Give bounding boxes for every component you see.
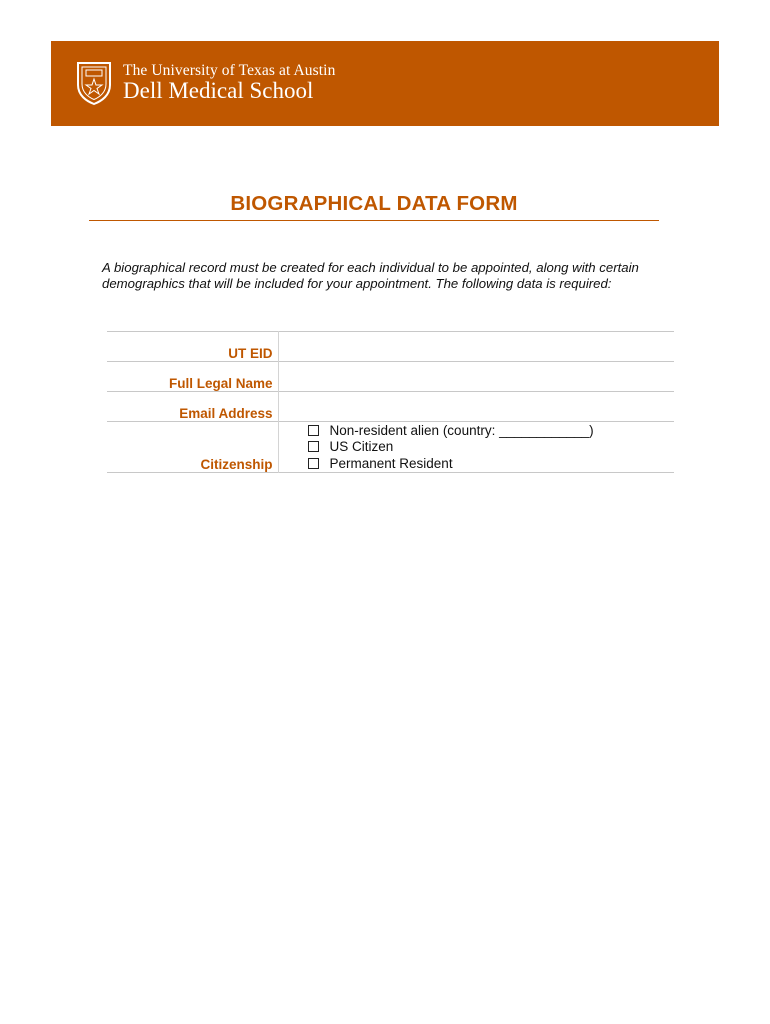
email-address-label: Email Address [107, 392, 278, 422]
title-divider [89, 220, 659, 221]
citizenship-label: Citizenship [107, 422, 278, 473]
citizenship-option-permanent-resident[interactable] [308, 456, 675, 472]
email-address-row [107, 392, 674, 422]
header-banner [51, 41, 719, 126]
citizenship-row [107, 422, 674, 473]
page-title: BIOGRAPHICAL DATA FORM [230, 192, 518, 215]
school-name: Dell Medical School [123, 78, 314, 103]
checkbox-icon[interactable] [308, 425, 319, 436]
option-label: Non-resident alien (country: ____________) [329, 423, 594, 438]
ut-eid-label: UT EID [107, 332, 278, 362]
intro-text [102, 260, 682, 292]
university-name: The University of Texas at Austin [123, 62, 336, 79]
citizenship-option-nonresident[interactable] [308, 423, 675, 439]
email-address-field[interactable] [278, 392, 674, 422]
intro-line-2: demographics that will be included for your appointment. The following data is required: [102, 276, 612, 291]
checkbox-icon[interactable] [308, 441, 319, 452]
citizenship-options [278, 422, 674, 473]
ut-seal-icon [76, 61, 112, 106]
ut-eid-row [107, 332, 674, 362]
checkbox-icon[interactable] [308, 458, 319, 469]
full-legal-name-field[interactable] [278, 362, 674, 392]
citizenship-option-us-citizen[interactable] [308, 439, 675, 455]
full-legal-name-label: Full Legal Name [107, 362, 278, 392]
intro-line-1: A biographical record must be created for each individual to be appointed, along with certain [102, 260, 639, 275]
option-label: Permanent Resident [329, 455, 453, 471]
ut-eid-field[interactable] [278, 332, 674, 362]
option-label: US Citizen [329, 439, 394, 455]
full-legal-name-row [107, 362, 674, 392]
bio-data-table [107, 331, 674, 473]
